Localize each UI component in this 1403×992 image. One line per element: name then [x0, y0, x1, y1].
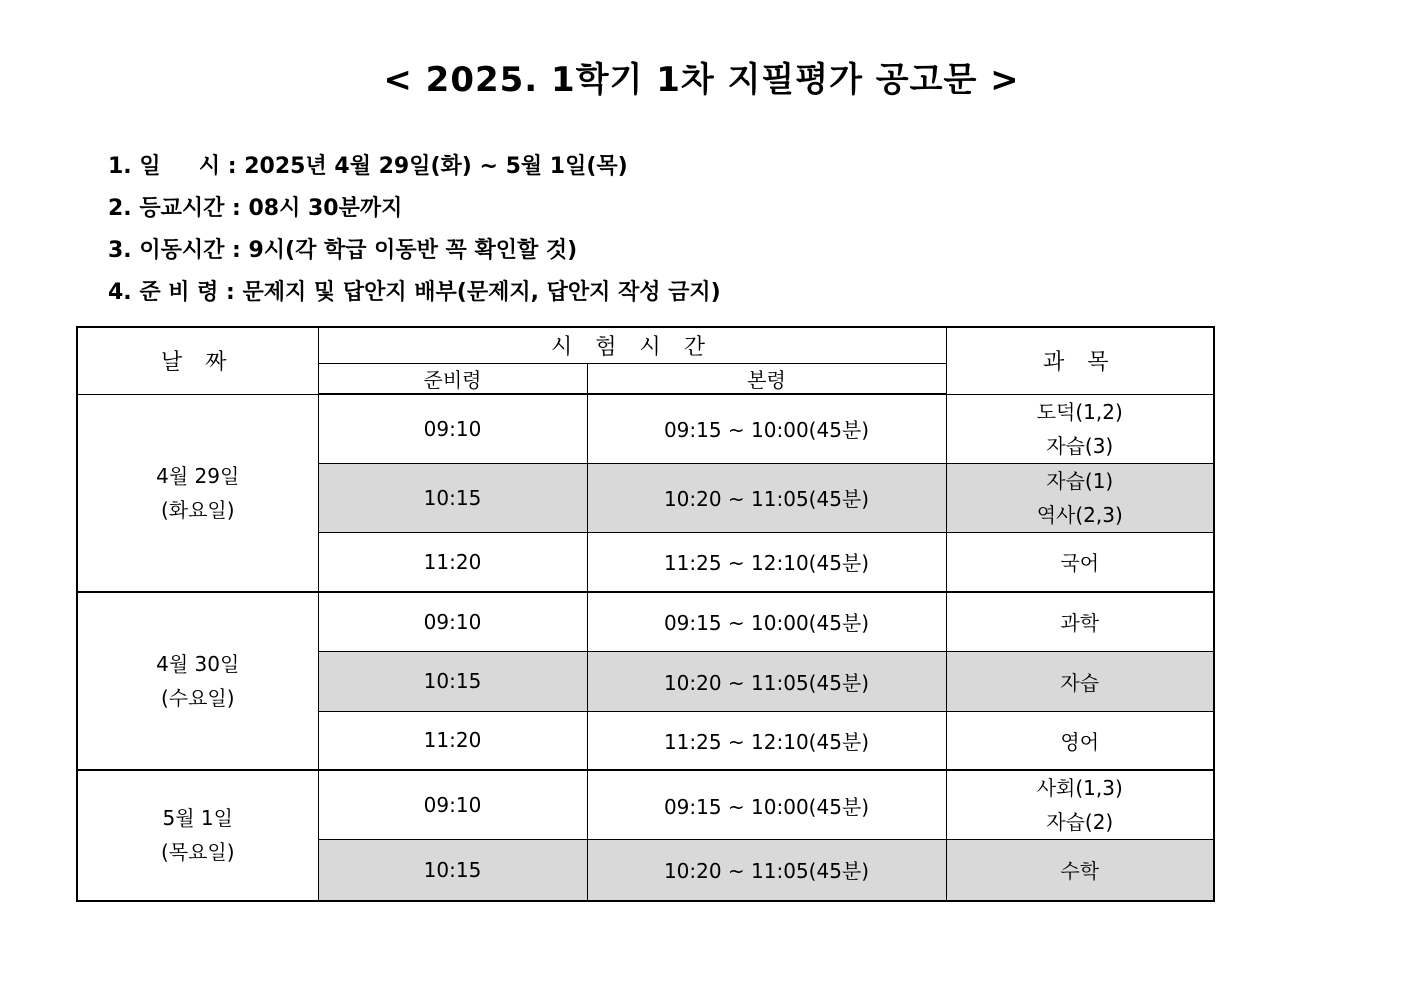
main-time: 09:15 ~ 10:00(45분) [587, 592, 946, 651]
subject-line: 자습(1) [1046, 468, 1114, 493]
header-exam-time: 시 험 시 간 [318, 327, 946, 363]
subject-cell: 수학 [946, 840, 1214, 901]
subject-line: 사회(1,3) [1036, 776, 1123, 800]
subject-line: 자습(2) [1046, 810, 1114, 834]
main-time: 11:25 ~ 12:10(45분) [587, 711, 946, 770]
main-time: 10:20 ~ 11:05(45분) [587, 651, 946, 711]
table-row [77, 592, 1214, 651]
subject-cell [946, 463, 1214, 532]
main-time: 09:15 ~ 10:00(45분) [587, 394, 946, 463]
prep-time: 09:10 [318, 592, 587, 651]
subject-cell [946, 770, 1214, 840]
prep-time: 11:20 [318, 532, 587, 592]
subject-cell: 국어 [946, 532, 1214, 592]
table-row [77, 770, 1214, 840]
subject-line: 자습(3) [1046, 433, 1114, 458]
date-label: 5월 1일 [162, 806, 233, 831]
header-main: 본령 [587, 363, 946, 394]
header-prep: 준비령 [318, 363, 587, 394]
prep-time: 10:15 [318, 840, 587, 901]
weekday-label: (화요일) [160, 497, 235, 522]
prep-time: 09:10 [318, 770, 587, 840]
weekday-label: (목요일) [160, 840, 235, 865]
info-item-move-time: 3. 이동시간 : 9시(각 학급 이동반 꼭 확인할 것) [108, 238, 578, 263]
main-time: 10:20 ~ 11:05(45분) [587, 463, 946, 532]
subject-line: 도덕(1,2) [1036, 399, 1123, 424]
main-time: 09:15 ~ 10:00(45분) [587, 770, 946, 840]
info-list [108, 146, 721, 314]
exam-schedule-table [76, 326, 1215, 902]
main-time: 10:20 ~ 11:05(45분) [587, 840, 946, 901]
prep-time: 10:15 [318, 651, 587, 711]
weekday-label: (수요일) [160, 686, 235, 710]
subject-line: 역사(2,3) [1036, 502, 1123, 527]
prep-time: 10:15 [318, 463, 587, 532]
prep-time: 11:20 [318, 711, 587, 770]
info-item-schedule: 1. 일 시 : 2025년 4월 29일(화) ~ 5월 1일(목) [108, 154, 628, 179]
page-title: < 2025. 1학기 1차 지필평가 공고문 > [383, 60, 1020, 100]
date-cell [77, 592, 318, 770]
main-time: 11:25 ~ 12:10(45분) [587, 532, 946, 592]
date-label: 4월 30일 [156, 652, 240, 676]
subject-cell: 영어 [946, 711, 1214, 770]
table-row [77, 394, 1214, 463]
date-label: 4월 29일 [156, 463, 240, 488]
prep-time: 09:10 [318, 394, 587, 463]
date-cell [77, 770, 318, 901]
date-cell [77, 394, 318, 592]
info-item-preparation: 4. 준 비 령 : 문제지 및 답안지 배부(문제지, 답안지 작성 금지) [108, 280, 721, 305]
header-subject: 과 목 [946, 327, 1214, 394]
subject-cell: 과학 [946, 592, 1214, 651]
subject-cell: 자습 [946, 651, 1214, 711]
subject-cell [946, 394, 1214, 463]
header-date: 날 짜 [77, 327, 318, 394]
info-item-arrival-time: 2. 등교시간 : 08시 30분까지 [108, 196, 403, 221]
